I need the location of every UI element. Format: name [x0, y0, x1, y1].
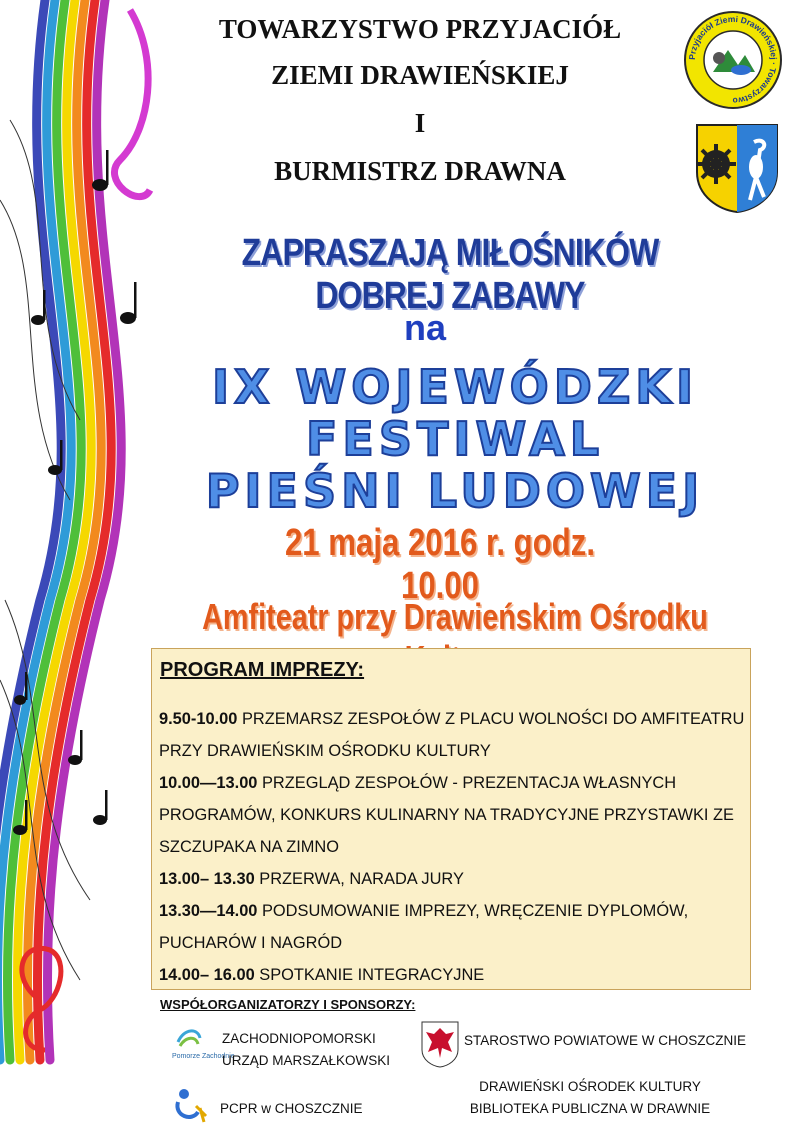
- program-item: [159, 863, 749, 895]
- program-box: [151, 648, 751, 990]
- program-title: PROGRAM IMPREZY:: [160, 659, 365, 681]
- program-item: [159, 895, 749, 959]
- na-word: na: [403, 307, 446, 348]
- festival-title-line-2: FESTIWAL: [305, 412, 605, 466]
- sponsor-starostwo: STAROSTWO POWIATOWE W CHOSZCZNIE: [464, 1033, 746, 1048]
- pomorze-zachodnie-logo-text: Pomorze Zachodnie: [172, 1053, 235, 1060]
- program-item-text: PRZEMARSZ ZESPOŁÓW Z PLACU WOLNOŚCI DO AMFITEATRU PRZY DRAWIEŃSKIM OŚRODKU KULTURY: [159, 710, 745, 760]
- event-venue: Amfiteatr przy Drawieńskim Ośrodku: [202, 596, 708, 637]
- sponsor-marshal-line-1: ZACHODNIOPOMORSKI: [222, 1031, 376, 1046]
- program-item-text: PRZEGLĄD ZESPOŁÓW - PREZENTACJA WŁASNYCH PROGRAMÓW, KONKURS KULINARNY NA TRADYCYJNE PRZYSTAWKI ZE SZCZUPAKA NA ZIMNO: [159, 774, 734, 856]
- starostwo-eagle-icon: [420, 1020, 460, 1068]
- program-item-text: PRZERWA, NARADA JURY: [254, 870, 464, 888]
- sponsors-title: WSPÓŁORGANIZATORZY I SPONSORZY:: [160, 997, 416, 1012]
- program-item-time: 13.00– 13.30: [159, 870, 255, 888]
- sponsor-dok-line-1: DRAWIEŃSKI OŚRODEK KULTURY: [479, 1079, 701, 1094]
- society-logo-text: Przyjaciół Ziemi Drawieńskiej · Towarzystwo: [686, 13, 780, 107]
- organizer-line-4: BURMISTRZ DRAWNA: [274, 156, 566, 186]
- sponsor-dok: [460, 1076, 720, 1120]
- event-date: 21 maja 2016 r. godz. 10.00: [284, 522, 596, 607]
- program-item: [159, 703, 749, 767]
- program-item-time: 14.00– 16.00: [159, 966, 255, 984]
- sponsor-dok-line-2: BIBLIOTEKA PUBLICZNA W DRAWNIE: [469, 1101, 711, 1116]
- invitation-heading: ZAPRASZAJĄ MIŁOŚNIKÓW DOBREJ ZABAWY: [241, 232, 659, 317]
- organizer-line-2: ZIEMI DRAWIEŃSKIEJ: [271, 60, 569, 90]
- pcpr-logo-icon: [170, 1086, 210, 1126]
- program-item-text: SPOTKANIE INTEGRACYJNE: [254, 966, 485, 984]
- rainbow-music-decoration: [0, 0, 170, 1132]
- sponsor-marshal-office: [222, 1028, 390, 1072]
- society-logo-icon: [683, 10, 783, 110]
- program-item: [159, 959, 749, 991]
- program-item: [159, 767, 749, 863]
- program-item-time: 13.30—14.00: [159, 902, 258, 920]
- coat-of-arms-icon: [694, 122, 780, 214]
- organizer-line-1: TOWARZYSTWO PRZYJACIÓŁ: [218, 14, 622, 44]
- organizer-line-3: I: [414, 108, 426, 138]
- pomorze-zachodnie-logo-icon: [170, 1022, 235, 1062]
- program-item-text: PODSUMOWANIE IMPREZY, WRĘCZENIE DYPLOMÓW, PUCHARÓW I NAGRÓD: [159, 902, 689, 952]
- program-list: [159, 703, 749, 991]
- program-item-time: 9.50-10.00: [159, 710, 238, 728]
- program-item-time: 10.00—13.00: [159, 774, 258, 792]
- sponsor-pcpr: PCPR w CHOSZCZNIE: [220, 1101, 363, 1116]
- festival-title-line-1: IX WOJEWÓDZKI: [211, 360, 699, 414]
- sponsor-marshal-line-2: URZĄD MARSZAŁKOWSKI: [222, 1053, 391, 1068]
- festival-title-line-3: PIEŚNI LUDOWEJ: [205, 464, 705, 518]
